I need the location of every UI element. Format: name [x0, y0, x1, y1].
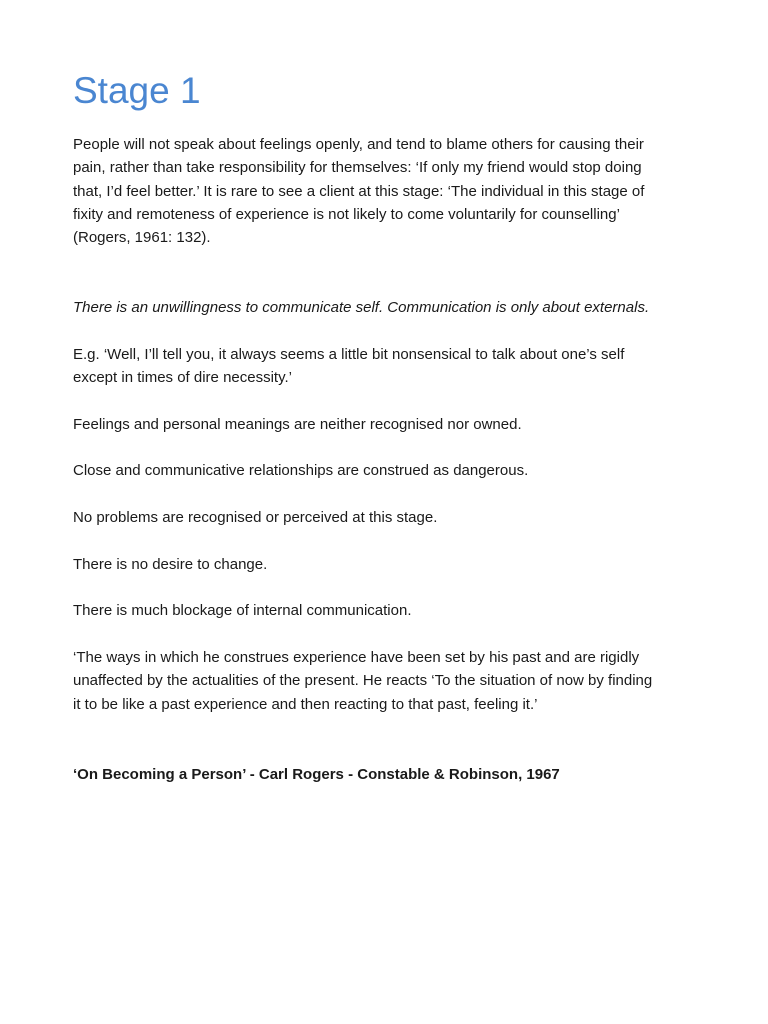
point-problems: No problems are recognised or perceived at this stage.: [73, 509, 438, 526]
page-title: Stage 1: [73, 70, 201, 111]
example-quote: E.g. ‘Well, I’ll tell you, it always seems a little bit nonsensical to talk about one’s self except in times of dire necessity.’: [73, 346, 625, 387]
point-blockage: There is much blockage of internal communication.: [73, 602, 412, 619]
intro-paragraph: People will not speak about feelings openly, and tend to blame others for causing their pain, rather than take responsibility for themselves: ‘If only my friend would stop doing that, I’d feel better.’ It is rare to see a client at this stage: ‘The individual in this stage of fixity and remoteness of experience is not likely to come voluntarily for counselling’ (Rogers, 1961: 132).: [73, 136, 645, 247]
italic-statement: There is an unwillingness to communicate self. Communication is only about externals.: [73, 299, 650, 316]
rogers-quote: ‘The ways in which he construes experience have been set by his past and are rigidly unaffected by the actualities of the present. He reacts ‘To the situation of now by finding it to be like a past experience and then reacting to that past, feeling it.’: [73, 649, 653, 713]
point-feelings: Feelings and personal meanings are neither recognised nor owned.: [73, 416, 522, 433]
point-change: There is no desire to change.: [73, 556, 268, 573]
citation: ‘On Becoming a Person’ - Carl Rogers - Constable & Robinson, 1967: [73, 766, 560, 783]
point-relationships: Close and communicative relationships are construed as dangerous.: [73, 462, 529, 479]
